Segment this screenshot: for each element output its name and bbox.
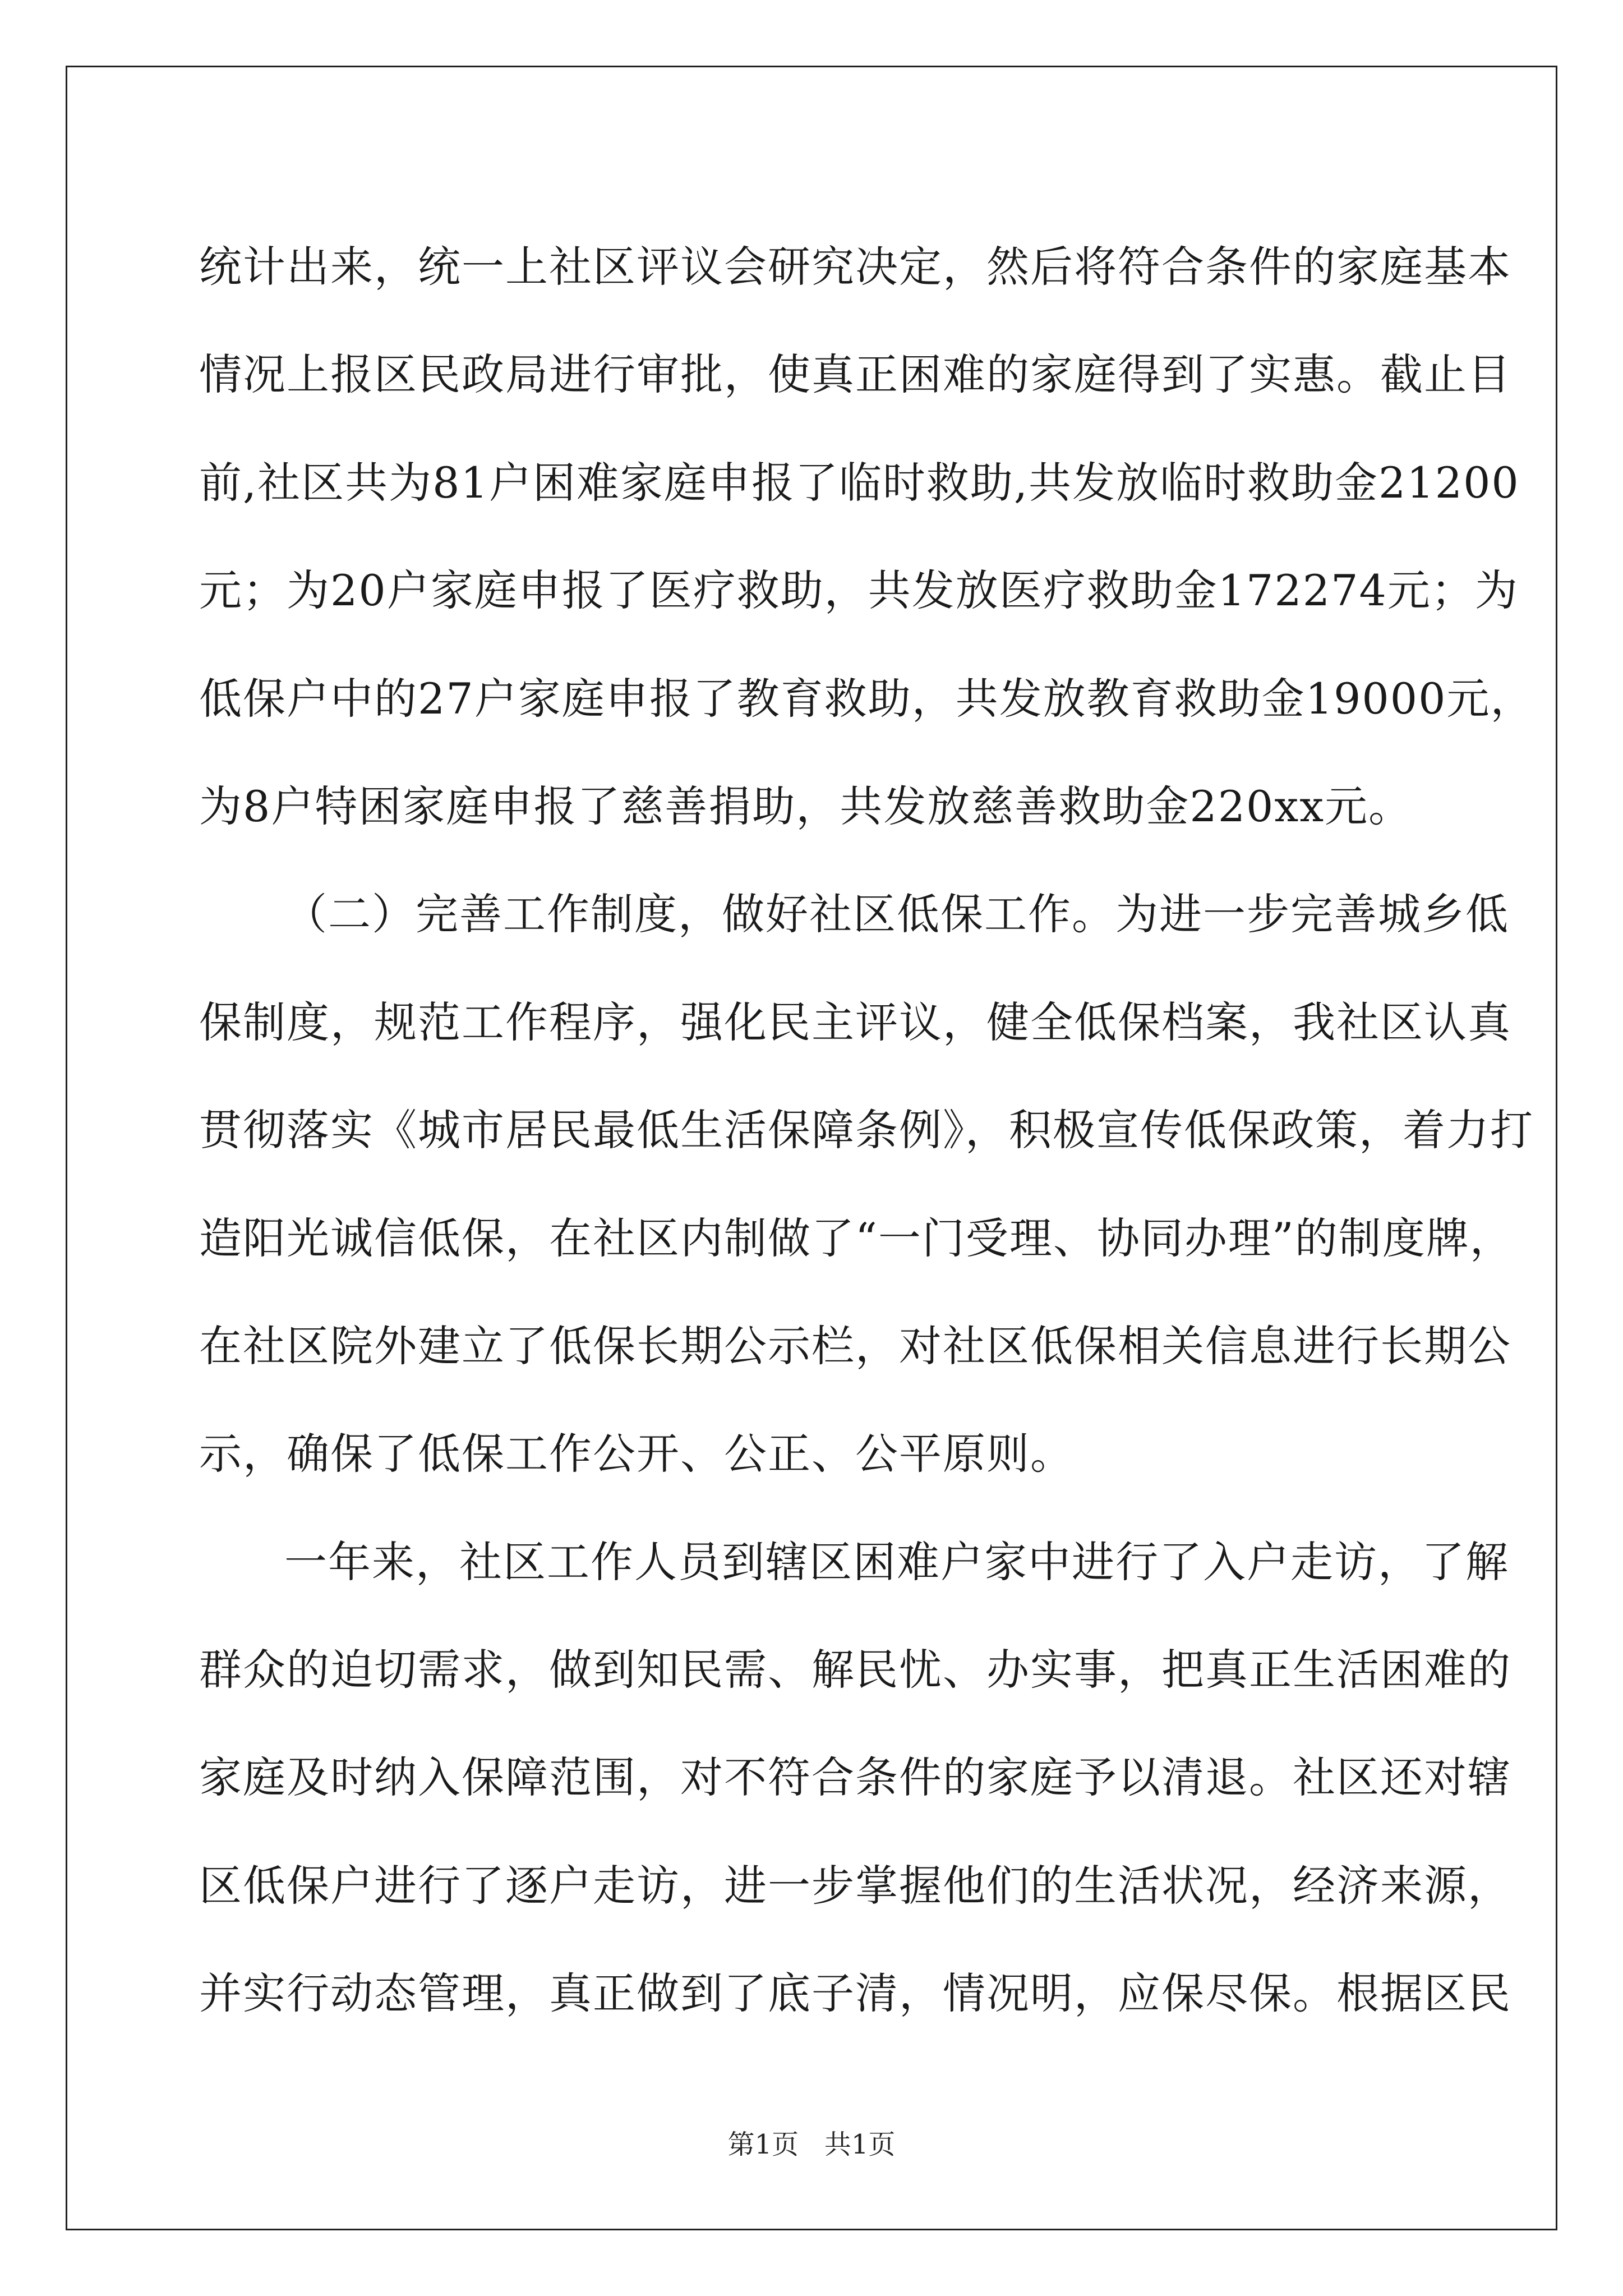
text-line: 造阳光诚信低保，在社区内制做了“一门受理、协同办理”的制度牌， bbox=[199, 1213, 1514, 1263]
document-body bbox=[199, 213, 1534, 2048]
text-line: 并实行动态管理，真正做到了底子清，情况明，应保尽保。根据区民 bbox=[199, 1968, 1511, 2019]
text-line: 元；为20户家庭申报了医疗救助，共发放医疗救助金172274元；为 bbox=[199, 565, 1519, 616]
page-number-footer: 第1页 共1页 bbox=[727, 2129, 896, 2160]
text-line: 在社区院外建立了低保长期公示栏，对社区低保相关信息进行长期公 bbox=[199, 1320, 1511, 1371]
text-line: 为8户特困家庭申报了慈善捐助，共发放慈善救助金220xx元。 bbox=[199, 781, 1413, 831]
text-line: 家庭及时纳入保障范围，对不符合条件的家庭予以清退。社区还对辖 bbox=[199, 1752, 1511, 1803]
text-line: 保制度，规范工作程序，强化民主评议，健全低保档案，我社区认真 bbox=[199, 997, 1511, 1047]
text-line: （二）完善工作制度，做好社区低保工作。为进一步完善城乡低 bbox=[284, 889, 1509, 940]
text-line: 区低保户进行了逐户走访，进一步掌握他们的生活状况，经济来源， bbox=[199, 1860, 1511, 1911]
text-line: 前,社区共为81户困难家庭申报了临时救助,共发放临时救助金21200 bbox=[199, 457, 1520, 508]
text-line: 贯彻落实《城市居民最低生活保障条例》，积极宣传低保政策，着力打 bbox=[199, 1105, 1534, 1156]
text-line: 统计出来，统一上社区评议会研究决定，然后将符合条件的家庭基本 bbox=[199, 242, 1511, 292]
text-line: 低保户中的27户家庭申报了教育救助，共发放教育救助金19000元， bbox=[199, 673, 1534, 724]
text-line: 群众的迫切需求，做到知民需、解民忧、办实事，把真正生活困难的 bbox=[199, 1645, 1511, 1695]
text-line: 示，确保了低保工作公开、公正、公平原则。 bbox=[199, 1429, 1074, 1479]
text-line: 一年来，社区工作人员到辖区困难户家中进行了入户走访，了解 bbox=[284, 1536, 1509, 1587]
text-line: 情况上报区民政局进行审批，使真正困难的家庭得到了实惠。截止目 bbox=[199, 349, 1511, 400]
